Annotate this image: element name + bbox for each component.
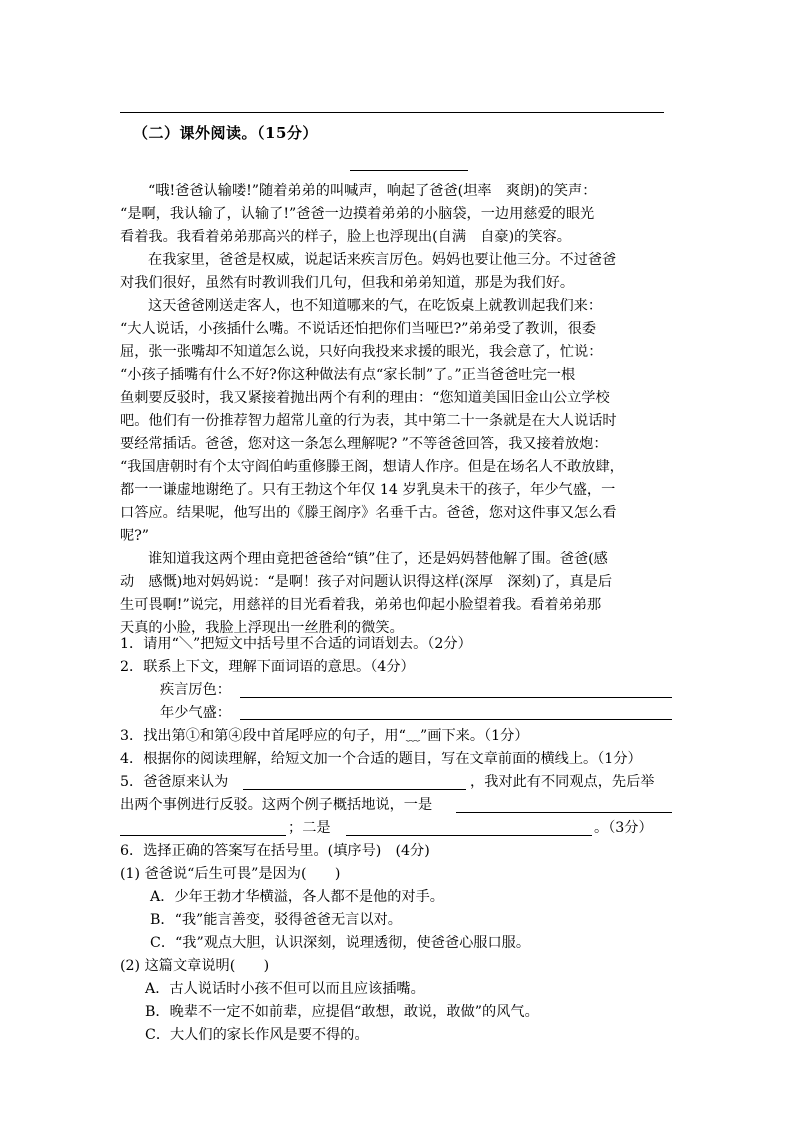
question-6-1: (1) 爸爸说“后生可畏”是因为( ): [120, 866, 341, 882]
passage-line: “哦!爸爸认输喽!”随着弟弟的叫喊声，响起了爸爸(坦率 爽朗)的笑声：: [148, 183, 597, 199]
passage-line: 呢?”: [120, 528, 150, 544]
question-1: 1．请用“＼”把短文中括号里不合适的词语划去。（2分）: [120, 636, 472, 652]
passage-line: 天真的小脸，我脸上浮现出一丝胜利的微笑。: [120, 620, 404, 636]
top-rule: [120, 112, 664, 113]
q2-term-1: 疾言厉色：: [160, 682, 231, 698]
question-6: 6．选择正确的答案写在括号里。(填序号) (4分): [120, 843, 430, 859]
question-3: 3．找出第①和第④段中首尾呼应的句子，用“﹏”画下来。（1分）: [120, 728, 529, 744]
q5-text-d: ；二是: [288, 820, 331, 836]
question-4: 4．根据你的阅读理解，给短文加一个合适的题目，写在文章前面的横线上。（1分）: [120, 751, 642, 767]
q5-text-b: ，我对此有不同观点，先后举: [470, 774, 655, 790]
passage-line: 对我们很好，虽然有时教训我们几句，但我和弟弟知道，那是为我们好。: [120, 275, 575, 291]
q6-1-option-a: A．少年王勃才华横溢，各人都不是他的对手。: [150, 889, 444, 905]
q5-text-a: 5．爸爸原来认为: [120, 774, 229, 790]
q5-text-e: 。（3分）: [594, 820, 653, 836]
question-6-2: (2) 这篇文章说明( ): [120, 958, 270, 974]
q2-answer-line-1: [240, 697, 672, 698]
passage-line: 看着我。我看着弟弟那高兴的样子，脸上也浮现出(自满 自豪)的笑容。: [120, 229, 571, 245]
passage-line: 口答应。结果呢，他写出的《滕王阁序》名垂千古。爸爸，您对这件事又怎么看: [120, 505, 617, 521]
q2-term-2: 年少气盛：: [160, 705, 231, 721]
passage-line: “大人说话，小孩插什么嘴。不说话还怕把你们当哑巴?”弟弟受了教训，很委: [120, 321, 597, 337]
q5-blank-4: [346, 835, 592, 836]
passage-line: “小孩子插嘴有什么不好?你这种做法有点“家长制”了。”正当爸爸吐完一根: [120, 367, 576, 383]
q6-1-option-b: B．“我”能言善变，驳得爸爸无言以对。: [150, 912, 402, 928]
passage-line: 都一一谦虚地谢绝了。只有王勃这个年仅 14 岁乳臭未干的孩子，年少气盛，一: [120, 482, 616, 498]
passage-line: “是啊，我认输了，认输了!”爸爸一边摸着弟弟的小脑袋，一边用慈爱的眼光: [120, 206, 595, 222]
passage-line: 生可畏啊!”说完，用慈祥的目光看着我，弟弟也仰起小脸望着我。看着弟弟那: [120, 597, 602, 613]
question-2: 2．联系上下文，理解下面词语的意思。（4分）: [120, 659, 415, 675]
passage-line: 屈，张一张嘴却不知道怎么说，只好向我投来求援的眼光，我会意了，忙说：: [120, 344, 603, 360]
passage-line: 鱼刺要反驳时，我又紧接着抛出两个有利的理由：“您知道美国旧金山公立学校: [120, 390, 610, 406]
passage-line: 要经常插话。爸爸，您对这一条怎么理解呢? ”不等爸爸回答，我又接着放炮：: [120, 436, 608, 452]
q6-2-option-c: C．大人们的家长作风是要不得的。: [145, 1027, 369, 1043]
passage-line: 在我家里，爸爸是权威，说起话来疾言厉色。妈妈也要让他三分。不过爸爸: [148, 252, 617, 268]
q5-blank-2: [456, 812, 672, 813]
q5-text-c: 出两个事例进行反驳。这两个例子概括地说，一是: [120, 797, 433, 813]
passage-line: 吧。他们有一份推荐智力超常儿童的行为表，其中第二十一条就是在大人说话时: [120, 413, 617, 429]
q6-2-option-a: A．古人说话时小孩不但可以而且应该插嘴。: [145, 981, 425, 997]
passage-line: 谁知道我这两个理由竟把爸爸给“镇”住了，还是妈妈替他解了围。爸爸(感: [148, 551, 608, 567]
q5-blank-1: [243, 789, 466, 790]
q6-2-option-b: B．晚辈不一定不如前辈，应提倡“敢想，敢说，敢做”的风气。: [145, 1004, 539, 1020]
title-blank-line: [350, 170, 468, 171]
section-heading: （二）课外阅读。（15分）: [133, 124, 318, 142]
q6-1-option-c: C．“我”观点大胆，认识深刻，说理透彻，使爸爸心服口服。: [150, 935, 531, 951]
passage-line: 这天爸爸刚送走客人，也不知道哪来的气，在吃饭桌上就教训起我们来：: [148, 298, 603, 314]
q5-blank-3: [120, 835, 286, 836]
q2-answer-line-2: [240, 719, 672, 720]
passage-line: “我国唐朝时有个太守阎伯屿重修滕王阁，想请人作序。但是在场名人不敢放肆，: [120, 459, 624, 475]
passage-line: 动 感慨)地对妈妈说：“是啊！孩子对问题认识得这样(深厚 深刻)了，真是后: [120, 574, 613, 590]
